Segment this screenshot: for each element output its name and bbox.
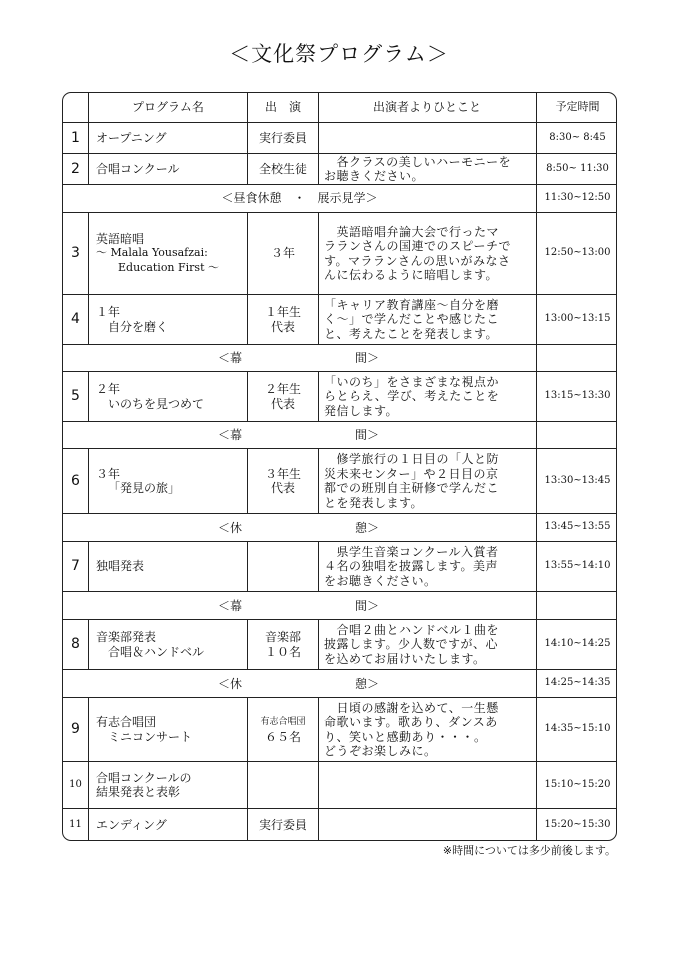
table-row — [63, 542, 616, 592]
break-label — [63, 345, 537, 371]
program-name-line: 「発見の旅」 — [108, 481, 181, 495]
program-name-line: ミニコンサート — [108, 729, 193, 744]
scheduled-time: 12:50~13:00 — [544, 247, 611, 259]
comment: 各クラスの美しいハーモニーを お聴きください。 — [319, 154, 537, 184]
program-table — [62, 92, 617, 841]
performer — [248, 762, 319, 808]
break-label-left: ＜幕 — [218, 598, 243, 613]
comment: 英語暗唱弁論大会で行ったマ ラランさんの国連でのスピーチで す。マラランさんの思いがみなさ んに伝わるように暗唱します。 — [319, 213, 537, 294]
table-row — [63, 372, 616, 422]
header-comment: 出演者よりひとこと — [319, 93, 537, 122]
comment: 合唱２曲とハンドベル１曲を 披露します。少人数ですが、心 を込めてお届けいたします。 — [319, 620, 537, 669]
break-label-left: ＜幕 — [218, 350, 243, 365]
performer-line: ６５名 — [264, 729, 301, 744]
page-title: ＜文化祭プログラム＞ — [229, 42, 449, 66]
comment: 日頃の感謝を込めて、一生懸 命歌います。歌あり、ダンスあ り、笑いと感動あり・・・。 どうぞお楽しみに。 — [319, 698, 537, 761]
table-row — [63, 295, 616, 345]
performer-line: ３年 — [270, 246, 295, 261]
header-time: 予定時間 — [555, 100, 600, 114]
program-name-line: 音楽部発表 — [96, 630, 157, 644]
comment: 修学旅行の１日目の「人と防 災未来センター」や２日目の京 都での班別自主研修で学んだこ とを発表します。 — [319, 449, 537, 513]
performer-line: 代表 — [270, 319, 295, 334]
program-name-line: 合唱コンクールの — [96, 770, 192, 785]
program-name — [89, 620, 248, 669]
program-name — [89, 123, 248, 153]
scheduled-time: 14:25~14:35 — [544, 677, 611, 689]
program-name-line: ２年 — [96, 382, 121, 396]
table-header — [63, 93, 616, 123]
comment — [319, 762, 537, 808]
row-number: 1 — [63, 123, 89, 153]
program-name — [89, 372, 248, 421]
scheduled-time — [537, 592, 617, 619]
row-number: 5 — [63, 372, 89, 421]
comment: 県学生音楽コンクール入賞者 ４名の独唱を披露します。美声 をお聴きください。 — [319, 542, 537, 591]
program-name-line: 合唱＆ハンドベル — [108, 644, 205, 659]
table-row — [63, 449, 616, 514]
program-name-line: 自分を磨く — [108, 319, 169, 334]
break-label — [63, 514, 537, 541]
header-num — [63, 93, 89, 122]
program-name-line: １年 — [96, 305, 121, 319]
program-name-line: ３年 — [96, 466, 121, 481]
program-name — [89, 762, 248, 808]
row-number: 9 — [63, 698, 89, 761]
performer-line: 代表 — [270, 396, 295, 411]
row-number: 2 — [63, 154, 89, 184]
program-name-line: 有志合唱団 — [96, 715, 157, 729]
scheduled-time: 8:50~ 11:30 — [546, 162, 609, 174]
program-name-line: エンディング — [96, 818, 167, 833]
scheduled-time: 14:10~14:25 — [544, 638, 611, 650]
program-name-line: Education First ～ — [118, 260, 219, 274]
break-row — [63, 670, 616, 698]
program-name — [89, 213, 248, 294]
break-row — [63, 345, 616, 372]
row-number: 6 — [63, 449, 89, 513]
table-row — [63, 762, 616, 809]
break-label-right: 憩＞ — [355, 676, 380, 691]
performer — [248, 449, 319, 513]
comment: 「キャリア教育講座～自分を磨 く～」で学んだことや感じたこ と、考えたことを発表します。 — [319, 295, 537, 344]
scheduled-time: 8:30~ 8:45 — [549, 131, 606, 143]
performer-line: 代表 — [270, 481, 295, 495]
performer-line: 有志合唱団 — [260, 717, 306, 727]
performer — [248, 698, 319, 761]
comment: 「いのち」をさまざまな視点か らとらえ、学び、考えたことを 発信します。 — [319, 372, 537, 421]
performer-line: 全校生徒 — [258, 161, 307, 176]
row-number: 4 — [63, 295, 89, 344]
header-program-name: プログラム名 — [89, 93, 248, 122]
program-name-line: 英語暗唱 — [96, 231, 145, 246]
table-row — [63, 809, 616, 841]
program-name-line: いのちを見つめて — [108, 396, 205, 411]
performer — [248, 620, 319, 669]
performer — [248, 542, 319, 591]
performer-line: 実行委員 — [258, 818, 307, 833]
program-name-line: 結果発表と表彰 — [96, 785, 181, 799]
table-row — [63, 620, 616, 670]
break-label-right: 間＞ — [355, 598, 380, 613]
performer — [248, 123, 319, 153]
break-label — [63, 592, 537, 619]
header-performer: 出 演 — [248, 93, 319, 122]
program-name — [89, 154, 248, 184]
break-row — [63, 514, 616, 542]
scheduled-time: 11:30~12:50 — [544, 192, 611, 204]
break-label: ＜昼食休憩 ・ 展示見学＞ — [63, 185, 537, 212]
scheduled-time: 14:35~15:10 — [544, 723, 611, 735]
performer-line: 実行委員 — [258, 130, 307, 145]
performer — [248, 809, 319, 841]
program-name — [89, 698, 248, 761]
footnote: ※時間については多少前後します。 — [442, 844, 616, 857]
scheduled-time — [537, 422, 617, 448]
break-label-right: 間＞ — [355, 350, 380, 365]
break-label-left: ＜休 — [218, 676, 243, 691]
scheduled-time: 15:20~15:30 — [544, 819, 611, 831]
performer-line: １年生 — [264, 305, 301, 319]
table-row — [63, 698, 616, 762]
comment — [319, 123, 537, 153]
break-label — [63, 670, 537, 697]
break-label-right: 憩＞ — [355, 520, 380, 535]
break-label-right: 間＞ — [355, 427, 380, 442]
performer-line: １０名 — [264, 644, 301, 659]
break-label — [63, 422, 537, 448]
row-number: 7 — [63, 542, 89, 591]
scheduled-time: 13:55~14:10 — [544, 560, 611, 572]
scheduled-time — [537, 345, 617, 371]
performer — [248, 372, 319, 421]
scheduled-time: 13:00~13:15 — [544, 313, 611, 325]
break-row — [63, 185, 616, 213]
scheduled-time: 13:15~13:30 — [544, 390, 611, 402]
scheduled-time: 15:10~15:20 — [544, 778, 611, 790]
break-label-left: ＜幕 — [218, 427, 243, 442]
table-row — [63, 123, 616, 154]
performer-line: ２年生 — [264, 382, 301, 396]
row-number: 8 — [63, 620, 89, 669]
performer — [248, 154, 319, 184]
program-name — [89, 295, 248, 344]
program-name-line: オープニング — [96, 130, 167, 145]
scheduled-time: 13:45~13:55 — [544, 521, 611, 533]
table-row — [63, 154, 616, 185]
program-name-line: 合唱コンクール — [96, 161, 180, 176]
program-name — [89, 542, 248, 591]
program-name-line: ～ Malala Yousafzai: — [96, 246, 208, 260]
row-number: 11 — [63, 809, 89, 841]
comment — [319, 809, 537, 841]
break-row — [63, 592, 616, 620]
table-row — [63, 213, 616, 295]
program-name-line: 独唱発表 — [96, 559, 145, 574]
program-name — [89, 449, 248, 513]
performer — [248, 213, 319, 294]
row-number: 3 — [63, 213, 89, 294]
row-number: 10 — [63, 762, 89, 808]
performer-line: 音楽部 — [264, 630, 301, 644]
scheduled-time: 13:30~13:45 — [544, 474, 611, 486]
program-name — [89, 809, 248, 841]
performer-line: ３年生 — [264, 466, 301, 481]
performer — [248, 295, 319, 344]
break-row — [63, 422, 616, 449]
break-label-left: ＜休 — [218, 520, 243, 535]
